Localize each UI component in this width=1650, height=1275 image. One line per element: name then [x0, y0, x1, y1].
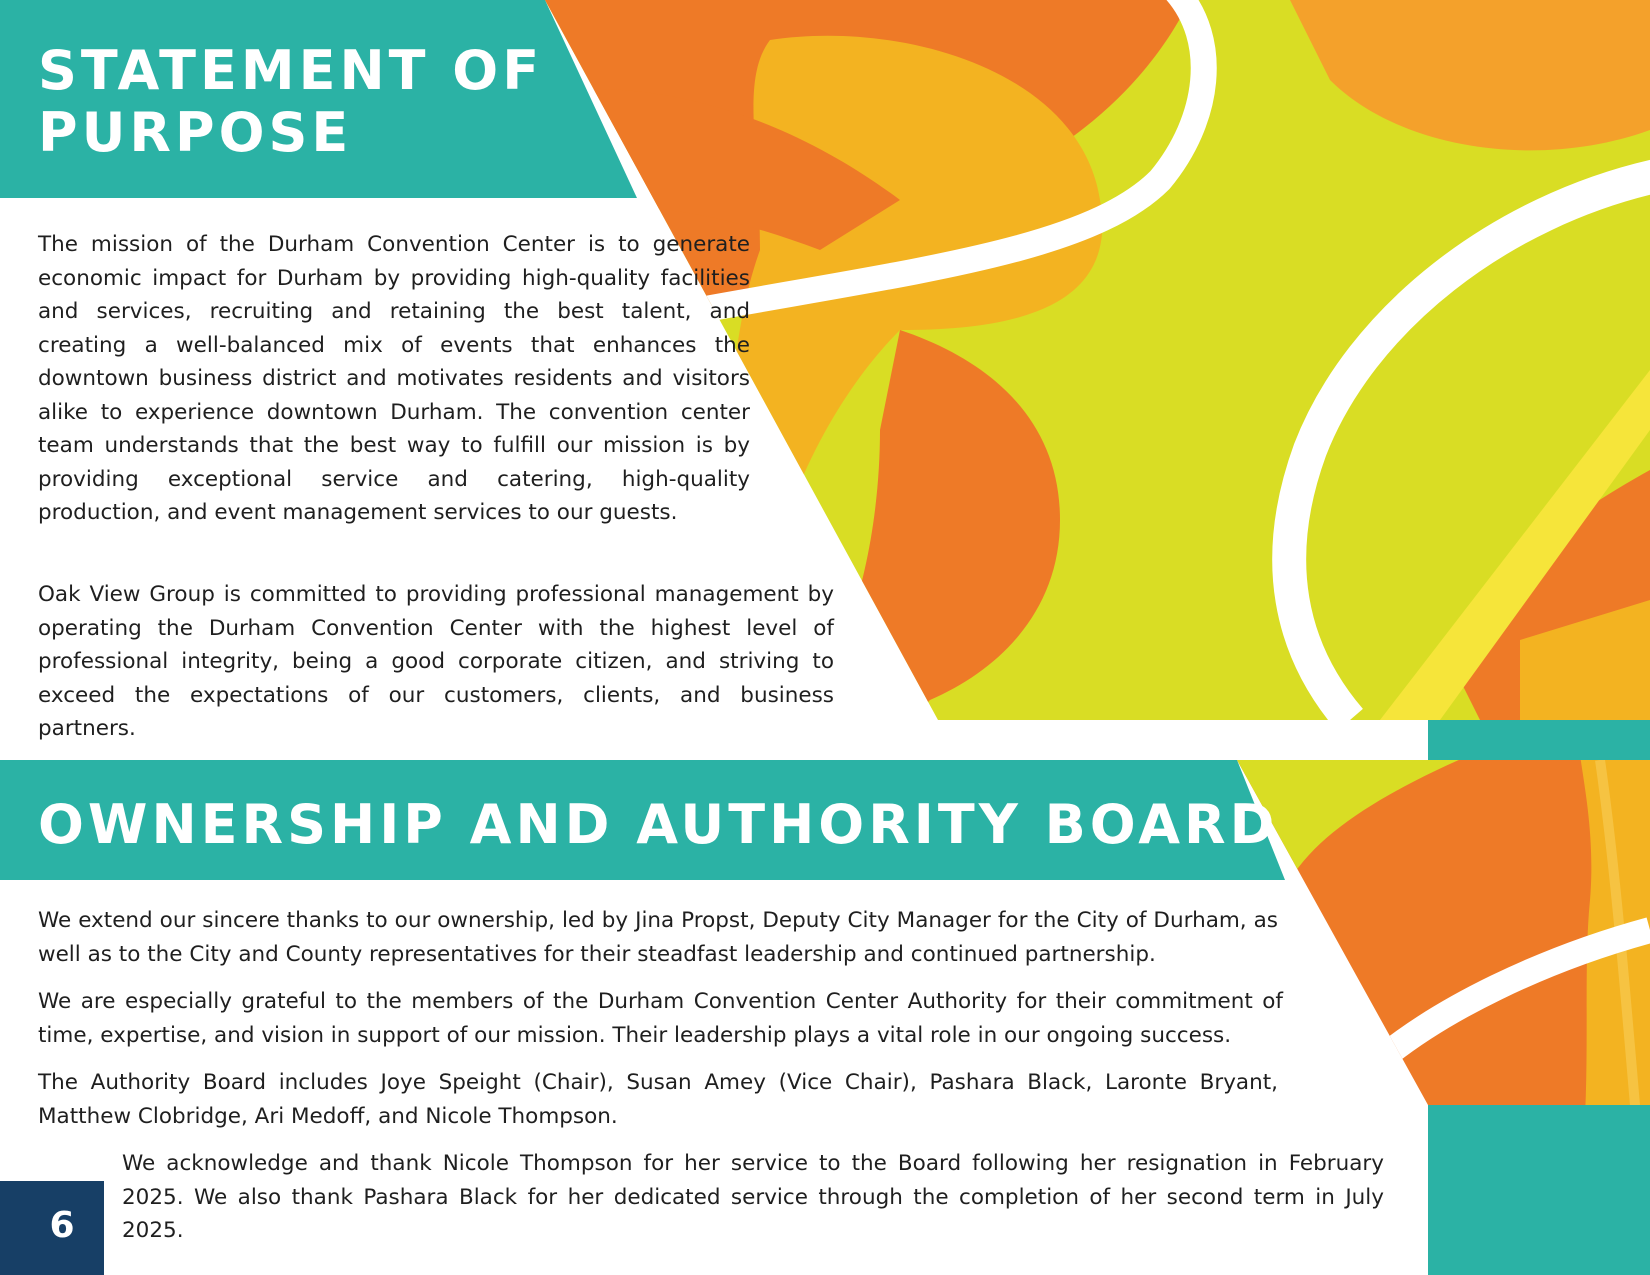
ownership-paragraph-3: The Authority Board includes Joye Speight (Chair), Susan Amey (Vice Chair), Pashara Black, Laronte Bryant, Matthew Clobridge, Ari Medoff, and Nicole Thompson.	[38, 1070, 1278, 1129]
page-number: 6	[49, 1205, 75, 1246]
ownership-paragraph-2: We are especially grateful to the members of the Durham Convention Center Authority for their commitment of time, expertise, and vision in support of our mission. Their leadership plays a vital role in our ongoing success.	[38, 989, 1283, 1048]
ownership-board-heading: OWNERSHIP AND AUTHORITY BOARD	[38, 793, 1279, 856]
ownership-paragraph-4: We acknowledge and thank Nicole Thompson for her service to the Board following her resignation in February 2025. We also thank Pashara Black for her dedicated service through the completion of her second term in July 2025.	[122, 1151, 1384, 1243]
teal-corner-block	[1428, 1105, 1650, 1275]
statement-of-purpose-heading: STATEMENT OF PURPOSE	[38, 39, 544, 164]
statement-paragraph-2: Oak View Group is committed to providing professional management by operating the Durham Convention Center with the highest level of professional integrity, being a good corporate citizen, and striving to exceed the expectations of our customers, clients, and business partners.	[38, 582, 834, 741]
statement-paragraph-1: The mission of the Durham Convention Center is to generate economic impact for Durham by providing high-quality facilities and services, recruiting and retaining the best talent, and creating a well-balanced mix of events that enhances the downtown business district and motivates residents and visitors alike to experience downtown Durham. The convention center team understands that the best way to fulfill our mission is by providing exceptional service and catering, high-quality production, and event management services to our guests.	[38, 232, 750, 525]
teal-accent-strip	[1428, 720, 1650, 760]
ownership-paragraph-1: We extend our sincere thanks to our ownership, led by Jina Propst, Deputy City Manager for the City of Durham, as well as to the City and County representatives for their steadfast leadership and continued partnership.	[38, 908, 1278, 967]
